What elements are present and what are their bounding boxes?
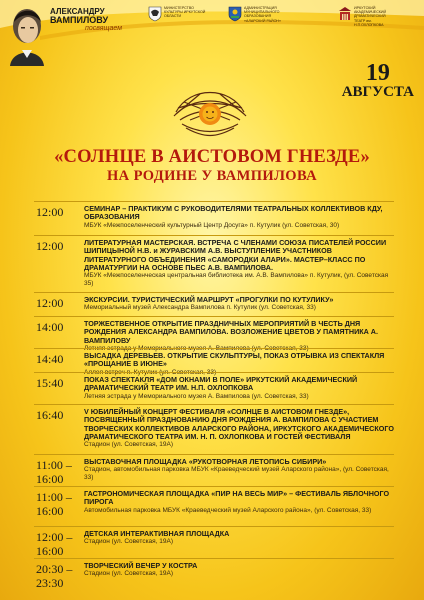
schedule-venue: Летняя эстрада у Мемориального музея А. Вампилова (ул. Советская, 33)	[84, 392, 309, 400]
schedule-divider	[34, 404, 394, 405]
schedule-divider	[34, 558, 394, 559]
schedule-venue: Стадион (ул. Советская, 19А)	[84, 538, 174, 546]
logo-alarsky-district-text: АДМИНИСТРАЦИЯ МУНИЦИПАЛЬНОГО ОБРАЗОВАНИЯ «АЛАРСКИЙ РАЙОН»	[244, 6, 281, 23]
coat-of-arms-icon	[148, 6, 162, 22]
theatre-building-icon	[338, 6, 352, 22]
schedule-body	[84, 562, 396, 578]
tribute-line-2: ВАМПИЛОВУ	[50, 15, 109, 25]
schedule-time: 14:00	[36, 320, 64, 334]
tribute-line-3: посвящаем	[84, 25, 122, 32]
event-month: АВГУСТА	[341, 84, 414, 100]
schedule-title: ПОКАЗ СПЕКТАКЛЯ «ДОМ ОКНАМИ В ПОЛЕ» ИРКУТСКИЙ АКАДЕМИЧЕСКИЙ ДРАМАТИЧЕСКИЙ ТЕАТР ИМ. Н.П. ОХЛОПКОВА	[84, 375, 358, 393]
schedule-title: ТОРЖЕСТВЕННОЕ ОТКРЫТИЕ ПРАЗДНИЧНЫХ МЕРОПРИЯТИЙ В ЧЕСТЬ ДНЯ РОЖДЕНИЯ АЛЕКСАНДРА ВАМПИЛОВА. ВОЗЛОЖЕНИЕ ЦВЕТОВ У ПАМЯТНИКА А. ВАМПИЛОВУ	[84, 319, 378, 345]
tribute-block	[50, 8, 122, 33]
schedule-divider	[34, 526, 394, 527]
schedule-title: V ЮБИЛЕЙНЫЙ КОНЦЕРТ ФЕСТИВАЛЯ «СОЛНЦЕ В АИСТОВОМ ГНЕЗДЕ», ПОСВЯЩЕННЫЙ ПРАЗДНОВАНИЮ ДНЯ РОЖДЕНИЯ А. ВАМПИЛОВА С УЧАСТИЕМ ТВОРЧЕСКИХ КОЛЛЕКТИВОВ АЛАРСКОГО РАЙОНА, ИРКУТСКОГО АКАДЕМИЧЕСКОГО ДРАМАТИЧЕСКОГО ТЕАТРА ИМ. Н. П. ОХЛОПКОВА И ГОСТЕЙ ФЕСТИВАЛЯ	[84, 407, 394, 441]
schedule-title: СЕМИНАР – ПРАКТИКУМ С РУКОВОДИТЕЛЯМИ ТЕАТРАЛЬНЫХ КОЛЛЕКТИВОВ КДУ, ОБРАЗОВАНИЯ	[84, 204, 383, 222]
schedule-body	[84, 458, 396, 482]
logo-alarsky-district	[228, 6, 286, 23]
schedule-time: 20:30 – 23:30	[36, 562, 73, 590]
schedule-title: ТВОРЧЕСКИЙ ВЕЧЕР У КОСТРА	[84, 561, 198, 570]
schedule-time: 11:00 – 16:00	[36, 458, 72, 486]
tribute-line-1: АЛЕКСАНДРУ	[50, 7, 105, 16]
schedule-time: 15:40	[36, 376, 64, 390]
schedule-venue: Автомобильная парковка МБУК «Краеведческий музей Аларского района», (ул. Советская, 33)	[84, 506, 372, 514]
schedule-body	[84, 530, 396, 546]
schedule-time: 14:40	[36, 352, 64, 366]
schedule-body	[84, 296, 396, 312]
schedule-time: 12:00 – 16:00	[36, 530, 73, 558]
logo-ministry-culture	[148, 6, 206, 22]
festival-title: «СОЛНЦЕ В АИСТОВОМ ГНЕЗДЕ»	[54, 147, 370, 167]
schedule-title: ГАСТРОНОМИЧЕСКАЯ ПЛОЩАДКА «ПИР НА ВЕСЬ МИР» – ФЕСТИВАЛЬ ЯБЛОЧНОГО ПИРОГА	[84, 489, 390, 507]
schedule-title: ЛИТЕРАТУРНАЯ МАСТЕРСКАЯ. ВСТРЕЧА С ЧЛЕНАМИ СОЮЗА ПИСАТЕЛЕЙ РОССИИ ШИПИЦЫНОЙ Н.В. и ЖУРАВСКИМ А.В. ВЫСТУПЛЕНИЕ УЧАСТНИКОВ ЛИТЕРАТУРНОГО ОБЪЕДИНЕНИЯ «САМОРОДКИ АЛАРИ». МАСТЕР–КЛАСС ПО ДРАМАТУРГИИ НА ОСНОВЕ ПЬЕС А.В. ВАМПИЛОВА.	[84, 238, 387, 272]
schedule-venue: МБУК «Межпоселенческий культурный Центр Досуга» п. Кутулик (ул. Советская, 30)	[84, 221, 340, 229]
schedule-time: 12:00	[36, 239, 64, 253]
schedule-time: 12:00	[36, 205, 64, 219]
schedule-title: ДЕТСКАЯ ИНТЕРАКТИВНАЯ ПЛОЩАДКА	[84, 529, 230, 538]
schedule-divider	[34, 348, 394, 349]
schedule-title: ЭКСКУРСИИ. ТУРИСТИЧЕСКИЙ МАРШРУТ «ПРОГУЛКИ ПО КУТУЛИКУ»	[84, 295, 334, 304]
sun-in-nest-emblem	[170, 72, 250, 142]
schedule-time: 16:40	[36, 408, 64, 422]
schedule-time: 12:00	[36, 296, 64, 310]
schedule-body	[84, 408, 396, 449]
logo-okhlopkov-theatre	[338, 6, 396, 27]
event-day: 19	[365, 60, 390, 86]
schedule-venue: Стадион, автомобильная парковка МБУК «Краеведческий музей Аларского района», (ул. Советская, 33)	[84, 466, 389, 482]
schedule-body	[84, 490, 396, 515]
schedule-divider	[34, 235, 394, 236]
schedule-title: ВЫСАДКА ДЕРЕВЬЕВ. ОТКРЫТИЕ СКУЛЬПТУРЫ, ПОКАЗ ОТРЫВКА ИЗ СПЕКТАКЛЯ «ПРОЩАНИЕ В ИЮНЕ»	[84, 351, 385, 369]
sun-rays	[199, 103, 221, 125]
vampilov-portrait	[4, 4, 50, 66]
logo-ministry-culture-text: МИНИСТЕРСТВО КУЛЬТУРЫ ИРКУТСКОЙ ОБЛАСТИ	[164, 6, 206, 19]
schedule-time: 11:00 – 16:00	[36, 490, 72, 518]
schedule-divider	[34, 316, 394, 317]
logo-okhlopkov-theatre-text: ИРКУТСКИЙ АКАДЕМИЧЕСКИЙ ДРАМАТИЧЕСКИЙ ТЕАТР им. Н.П.ОХЛОПКОВА	[354, 6, 387, 27]
schedule-divider	[34, 486, 394, 487]
schedule-title: ВЫСТАВОЧНАЯ ПЛОЩАДКА «РУКОТВОРНАЯ ЛЕТОПИСЬ СИБИРИ»	[84, 457, 327, 466]
festival-subtitle: НА РОДИНЕ У ВАМПИЛОВА	[107, 168, 317, 184]
schedule-venue: Стадион (ул. Советская, 19А)	[84, 570, 174, 578]
district-emblem-icon	[228, 6, 242, 22]
schedule-divider	[34, 201, 394, 202]
event-date	[342, 62, 414, 100]
schedule-body	[84, 205, 396, 230]
schedule-divider	[34, 292, 394, 293]
schedule-divider	[34, 372, 394, 373]
schedule-venue: МБУК «Межпоселенческая центральная библиотека им. А.В. Вампилова» п. Кутулик, (ул. Советская 35)	[84, 272, 389, 288]
schedule-venue: Стадион (ул. Советская, 19А)	[84, 441, 174, 449]
schedule-body	[84, 239, 396, 288]
schedule-divider	[34, 454, 394, 455]
schedule-venue: Мемориальный музей Александра Вампилова п. Кутулик (ул. Советская, 33)	[84, 304, 316, 312]
schedule-body	[84, 376, 396, 401]
